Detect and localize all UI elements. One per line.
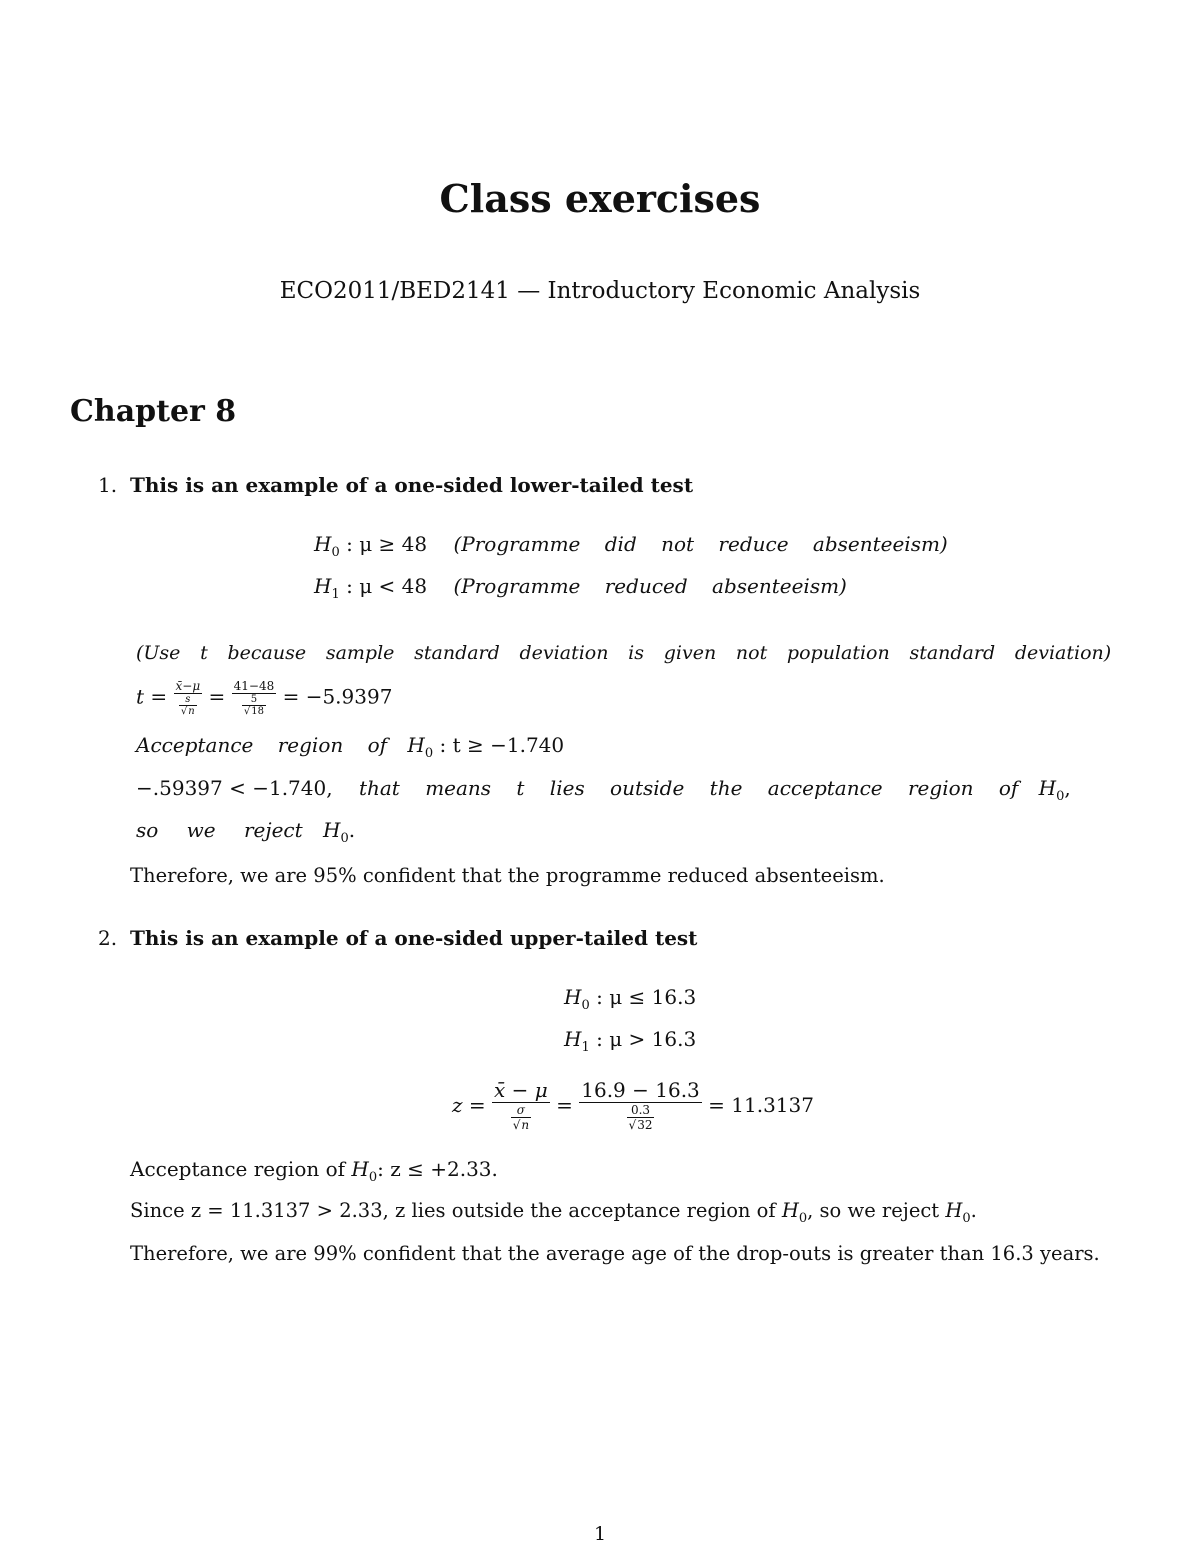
q1-compare-line: −.59397 < −1.740, that means t lies outside the acceptance region of $H_0$, [136,776,1071,804]
q1-h1-relation: : μ < 48 [346,574,428,598]
q1-t-fraction-numeric: $\frac{41-48}{\frac{5}{√18}}$ [233,679,275,717]
q2-h1-line: $H_1$ : μ > 16.3 [564,1027,697,1055]
q2-number: 2. [98,926,118,950]
q1-h0-note: (Programme did not reduce absenteeism) [453,532,948,556]
page-number: 1 [593,1523,607,1545]
q1-conclusion: Therefore, we are 95% confident that the programme reduced absenteeism. [130,864,885,887]
q1-h1-note: (Programme reduced absenteeism) [453,574,847,598]
q2-z-fraction-numeric: $\frac{16.9 - 16.3}{\frac{0.3}{√32}}$ [581,1078,700,1132]
q1-number: 1. [98,473,118,497]
q1-t-fraction-symbolic: $\frac{x̄-\mu}{\frac{s}{√n}}$ [175,679,201,717]
q1-heading: This is an example of a one-sided lower-tailed test [130,473,694,497]
q2-acceptance-line: Acceptance region of $H_0$: z ≤ +2.33. [130,1157,498,1185]
q2-z-fraction-symbolic: $\frac{x̄ - \mu}{\frac{\sigma}{√n}}$ [494,1078,548,1132]
course-subtitle: ECO2011/BED2141 — Introductory Economic Analysis [279,278,921,304]
q1-acceptance-line: Acceptance region of $H_0$ : t ≥ −1.740 [136,733,565,761]
q1-h0-line: $H_0$ : μ ≥ 48 (Programme did not reduce absenteeism) [314,532,948,560]
q2-z-formula: z = $\frac{x̄ - \mu}{\frac{\sigma}{√n}}$ = $\frac{16.9 - 16.3}{\frac{0.3}{√32}}$ = 11.3137 [452,1078,814,1132]
chapter-heading: Chapter 8 [70,394,237,429]
q1-t-formula: t = $\frac{x̄-\mu}{\frac{s}{√n}}$ = $\frac{41-48}{\frac{5}{√18}}$ = −5.9397 [136,679,393,717]
q1-h1-line: $H_1$ : μ < 48 (Programme reduced absenteeism) [314,574,847,602]
q1-reject-line: so we reject $H_0$. [136,818,356,846]
q1-h0-relation: : μ ≥ 48 [346,532,428,556]
q1-use-t-note: (Use t because sample standard deviation is given not population standard deviation) [136,642,1112,664]
q2-z-result: = 11.3137 [708,1093,814,1117]
q2-conclusion: Therefore, we are 99% confident that the average age of the drop-outs is greater than 16.3 years. [130,1242,1100,1265]
document-title: Class exercises [439,176,761,221]
q1-t-result: = −5.9397 [282,684,393,709]
q2-since-line: Since z = 11.3137 > 2.33, z lies outside the acceptance region of $H_0$, so we reject $H_0$. [130,1199,977,1226]
q2-heading: This is an example of a one-sided upper-tailed test [130,926,698,950]
q2-h0-line: $H_0$ : μ ≤ 16.3 [564,985,697,1013]
